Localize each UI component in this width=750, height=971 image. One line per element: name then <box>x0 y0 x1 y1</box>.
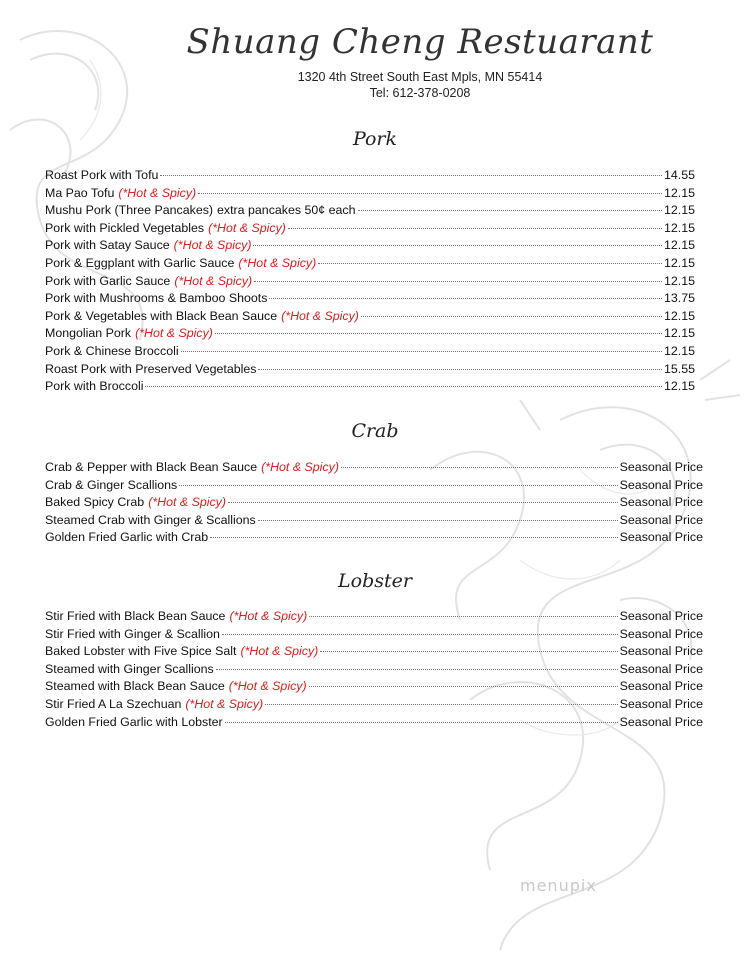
item-price: Seasonal Price <box>619 495 703 510</box>
item-price: 12.15 <box>663 273 695 288</box>
dotted-leader <box>258 520 618 521</box>
hot-spicy-label: (*Hot & Spicy) <box>238 255 317 270</box>
lobster-menu-list <box>45 609 703 732</box>
menu-item <box>45 362 695 380</box>
restaurant-address: 1320 4th Street South East Mpls, MN 55414 <box>297 70 543 84</box>
item-name: Baked Spicy Crab <box>45 495 145 510</box>
item-name: Mongolian Pork <box>45 326 132 341</box>
menu-item <box>45 697 703 715</box>
dotted-leader <box>358 210 662 211</box>
dotted-leader <box>210 537 617 538</box>
menu-item <box>45 309 695 327</box>
item-price: Seasonal Price <box>619 512 703 527</box>
menu-item <box>45 291 695 309</box>
item-price: 12.15 <box>663 238 695 253</box>
item-price: Seasonal Price <box>619 477 703 492</box>
hot-spicy-label: (*Hot & Spicy) <box>185 696 264 711</box>
menu-item <box>45 221 695 239</box>
menu-item <box>45 203 695 221</box>
item-price: Seasonal Price <box>619 460 703 474</box>
item-price: 12.15 <box>663 308 695 323</box>
item-name: Pork with Mushrooms & Bamboo Shoots <box>45 291 268 306</box>
item-price: Seasonal Price <box>619 661 703 676</box>
dotted-leader <box>253 245 662 246</box>
hot-spicy-label: (*Hot & Spicy) <box>228 679 307 694</box>
menupix-watermark: menupix <box>520 876 597 895</box>
dotted-leader <box>361 316 662 317</box>
item-name: Golden Fried Garlic with Crab <box>45 530 209 545</box>
menu-item <box>45 326 695 344</box>
menu-item <box>45 186 695 204</box>
item-name: Stir Fried with Black Bean Sauce <box>45 609 226 623</box>
menu-item <box>45 679 703 697</box>
item-name: Pork & Vegetables with Black Bean Sauce <box>45 308 278 323</box>
menu-item <box>45 256 695 274</box>
restaurant-name: Shuang Cheng Restuarant <box>186 22 654 62</box>
dotted-leader <box>269 298 662 299</box>
item-name: Steamed with Black Bean Sauce <box>45 679 225 694</box>
item-name: Steamed with Ginger Scallions <box>45 661 214 676</box>
dotted-leader <box>309 616 617 617</box>
menu-item <box>45 662 703 680</box>
item-name: Pork with Pickled Vegetables <box>45 220 205 235</box>
menu-item <box>45 609 703 627</box>
item-price: 12.15 <box>663 203 695 218</box>
item-name: Stir Fried A La Szechuan <box>45 696 182 711</box>
pork-menu-list <box>45 168 695 397</box>
item-price: 13.75 <box>663 291 695 306</box>
item-name: Pork with Satay Sauce <box>45 238 170 253</box>
item-name: Baked Lobster with Five Spice Salt <box>45 644 237 659</box>
hot-spicy-label: (*Hot & Spicy) <box>148 495 226 510</box>
item-price: Seasonal Price <box>619 609 703 623</box>
item-price: Seasonal Price <box>619 530 703 545</box>
menu-item <box>45 379 695 397</box>
item-name: Golden Fried Garlic with Lobster <box>45 714 223 729</box>
crab-menu-list <box>45 460 703 548</box>
hot-spicy-label: (*Hot & Spicy) <box>261 460 339 474</box>
hot-spicy-label: (*Hot & Spicy) <box>173 238 252 253</box>
item-price: 12.15 <box>663 326 695 341</box>
item-name: Pork with Broccoli <box>45 379 144 394</box>
restaurant-header <box>0 22 750 100</box>
item-name: Pork & Eggplant with Garlic Sauce <box>45 255 235 270</box>
item-price: Seasonal Price <box>619 696 703 711</box>
item-price: 14.55 <box>663 168 695 182</box>
dotted-leader <box>225 722 618 723</box>
dotted-leader <box>198 193 662 194</box>
dotted-leader <box>145 386 662 387</box>
item-price: 12.15 <box>663 343 695 358</box>
item-price: Seasonal Price <box>619 644 703 659</box>
dotted-leader <box>258 369 662 370</box>
restaurant-phone: Tel: 612-378-0208 <box>369 86 471 100</box>
hot-spicy-label: (*Hot & Spicy) <box>118 185 197 200</box>
item-price: 12.15 <box>663 255 695 270</box>
item-price: Seasonal Price <box>619 626 703 641</box>
section-title-crab: Crab <box>351 420 399 442</box>
menu-item <box>45 530 703 548</box>
menu-item <box>45 513 703 531</box>
dotted-leader <box>181 351 662 352</box>
hot-spicy-label: (*Hot & Spicy) <box>174 273 253 288</box>
item-name: Crab & Ginger Scallions <box>45 477 178 492</box>
item-note: extra pancakes 50¢ each <box>217 203 356 218</box>
item-price: Seasonal Price <box>619 714 703 729</box>
item-name: Roast Pork with Tofu <box>45 168 159 182</box>
hot-spicy-label: (*Hot & Spicy) <box>208 220 286 235</box>
menu-item <box>45 627 703 645</box>
dotted-leader <box>320 651 617 652</box>
dotted-leader <box>254 281 662 282</box>
item-name: Stir Fried with Ginger & Scallion <box>45 626 220 641</box>
dotted-leader <box>215 333 662 334</box>
dotted-leader <box>318 263 662 264</box>
item-name: Steamed Crab with Ginger & Scallions <box>45 512 256 527</box>
item-price: 12.15 <box>663 379 695 394</box>
item-name: Pork & Chinese Broccoli <box>45 343 179 358</box>
hot-spicy-label: (*Hot & Spicy) <box>240 644 319 659</box>
hot-spicy-label: (*Hot & Spicy) <box>281 308 359 323</box>
dotted-leader <box>222 634 618 635</box>
menu-item <box>45 644 703 662</box>
dotted-leader <box>341 467 618 468</box>
menu-item <box>45 238 695 256</box>
dotted-leader <box>160 175 662 176</box>
item-name: Pork with Garlic Sauce <box>45 273 171 288</box>
menu-item <box>45 168 695 186</box>
menu-item <box>45 478 703 496</box>
item-name: Mushu Pork (Three Pancakes) <box>45 203 214 218</box>
menu-item <box>45 715 703 733</box>
item-price: 12.15 <box>663 185 695 200</box>
menu-item <box>45 460 703 478</box>
dotted-leader <box>309 686 618 687</box>
item-name: Ma Pao Tofu <box>45 185 115 200</box>
item-name: Roast Pork with Preserved Vegetables <box>45 361 257 376</box>
hot-spicy-label: (*Hot & Spicy) <box>229 609 308 623</box>
dotted-leader <box>288 228 662 229</box>
item-price: Seasonal Price <box>619 679 703 694</box>
hot-spicy-label: (*Hot & Spicy) <box>135 326 213 341</box>
menu-item <box>45 274 695 292</box>
section-title-lobster: Lobster <box>338 570 412 592</box>
menu-item <box>45 344 695 362</box>
dotted-leader <box>179 485 617 486</box>
menu-item <box>45 495 703 513</box>
section-title-pork: Pork <box>352 128 398 150</box>
item-name: Crab & Pepper with Black Bean Sauce <box>45 460 258 474</box>
item-price: 12.15 <box>663 220 695 235</box>
item-price: 15.55 <box>663 361 695 376</box>
dotted-leader <box>265 704 617 705</box>
dotted-leader <box>228 502 618 503</box>
dotted-leader <box>216 669 618 670</box>
